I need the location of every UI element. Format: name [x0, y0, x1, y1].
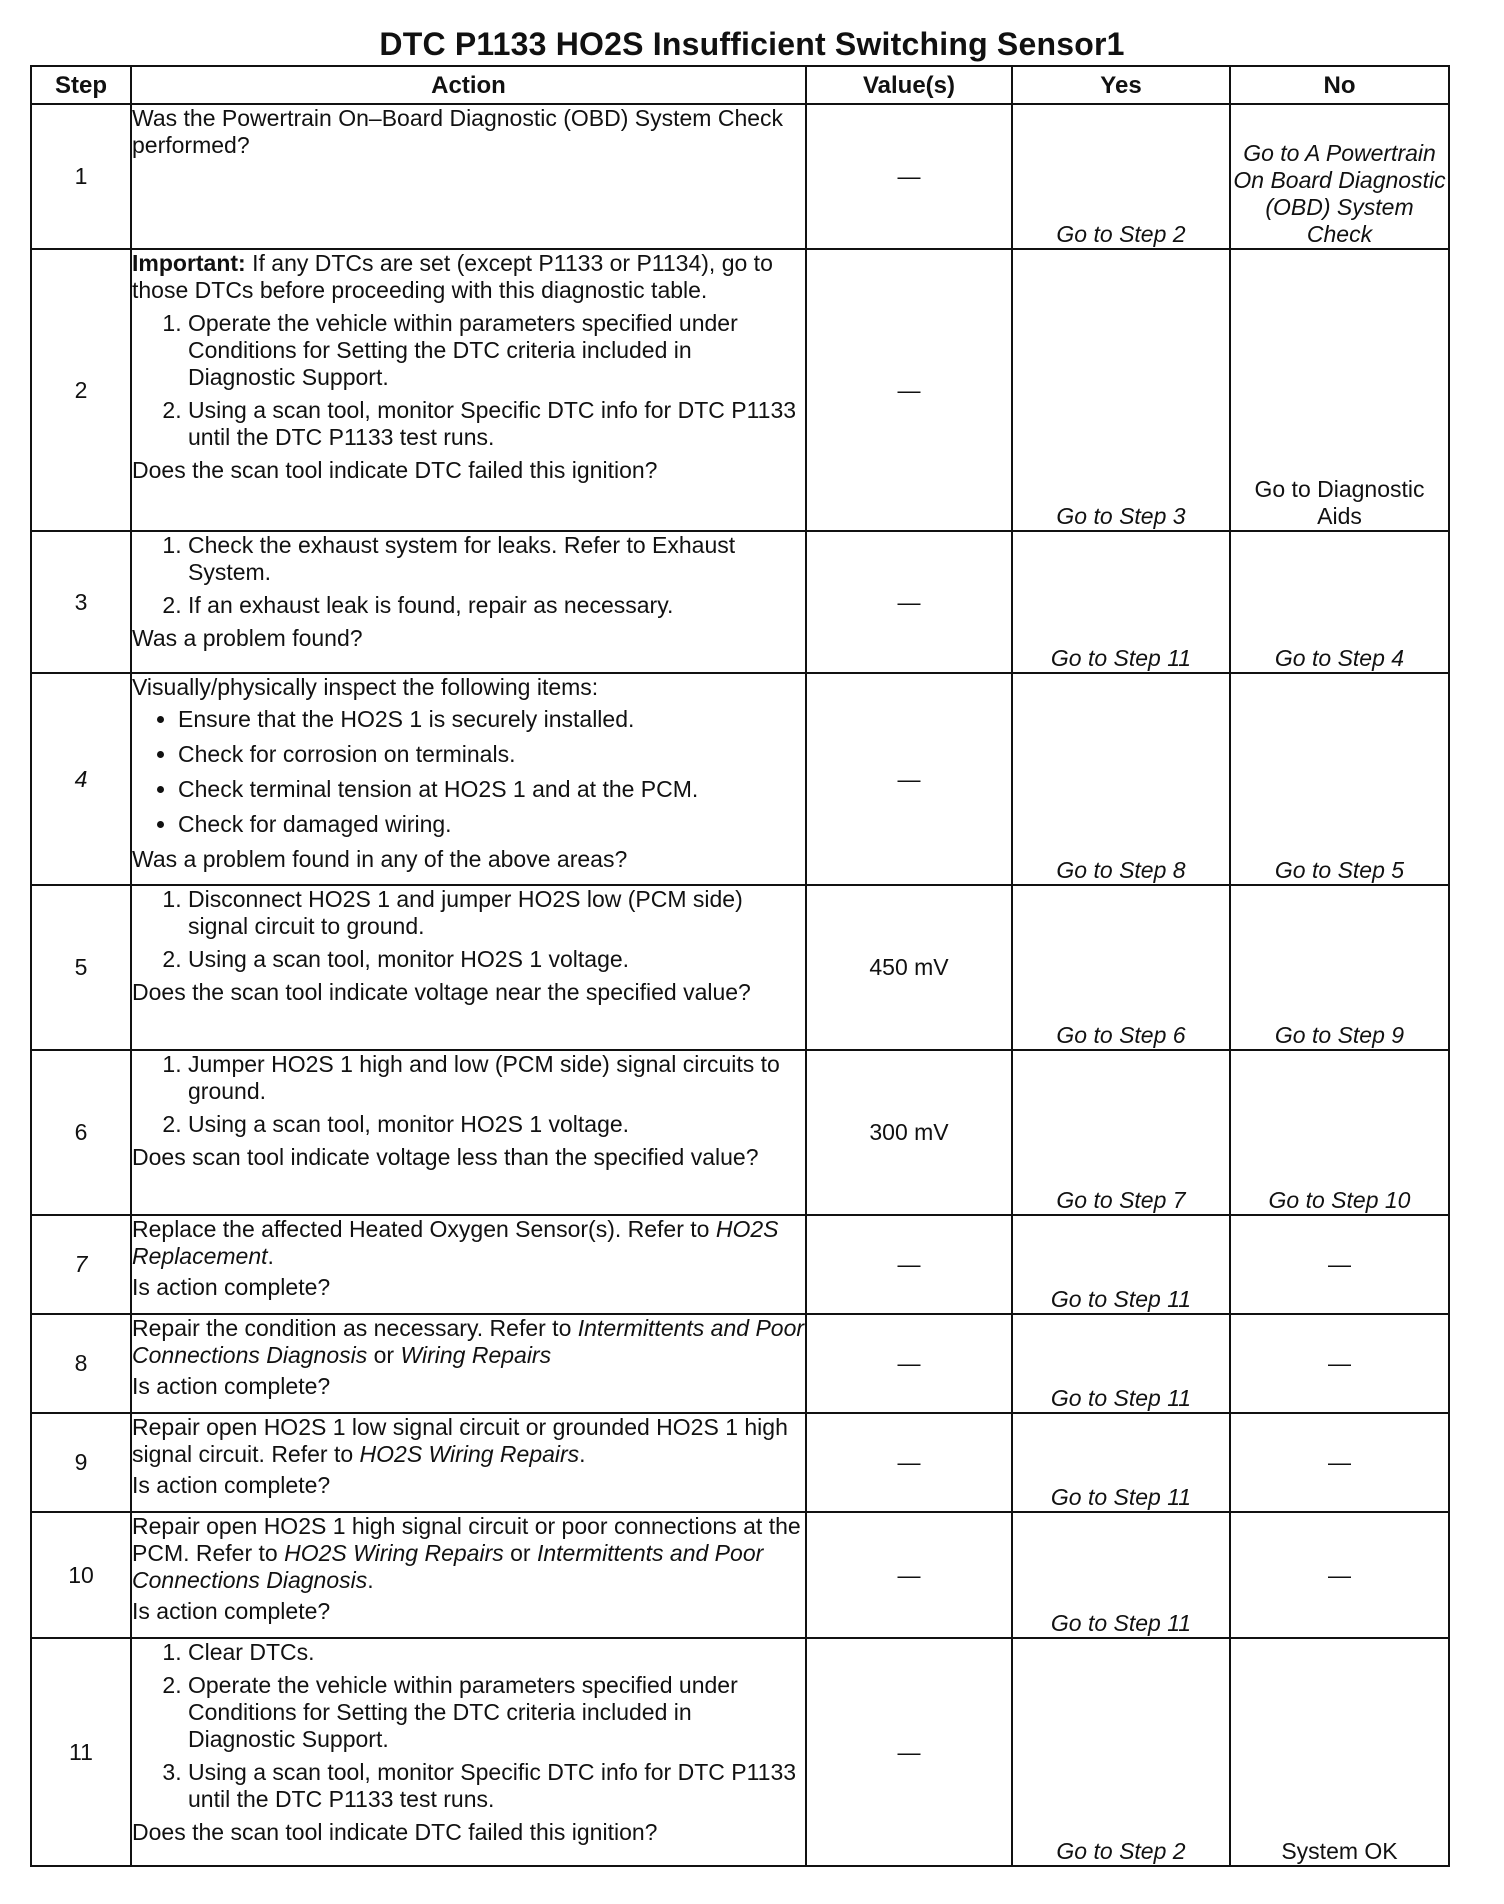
list-item: 2. If an exhaust leak is found, repair as necessary. — [188, 592, 805, 619]
list-item: 2. Operate the vehicle within parameters specified under Conditions for Setting the DTC criteria included in Diagnostic Support. — [188, 1672, 805, 1753]
action-question: Was the Powertrain On–Board Diagnostic (OBD) System Check performed? — [132, 105, 784, 158]
header-value: Value(s) — [806, 66, 1012, 104]
text-part: . — [267, 1243, 274, 1269]
text-part: or — [503, 1540, 537, 1566]
action-text — [132, 1315, 805, 1369]
no-cell: Go to Step 10 — [1230, 1050, 1449, 1215]
yes-cell: Go to Step 11 — [1012, 1512, 1230, 1638]
action-question: Was a problem found in any of the above areas? — [132, 846, 628, 872]
no-cell: Go to Step 5 — [1230, 673, 1449, 885]
action-cell — [131, 249, 806, 531]
step-number: 10 — [31, 1512, 131, 1638]
step-number: 8 — [31, 1314, 131, 1413]
table-header-row — [31, 66, 1449, 104]
list-item: 1. Disconnect HO2S 1 and jumper HO2S low (PCM side) signal circuit to ground. — [188, 886, 805, 940]
value-cell: — — [806, 673, 1012, 885]
action-question: Was a problem found? — [132, 625, 363, 651]
yes-cell: Go to Step 11 — [1012, 1314, 1230, 1413]
inspection-list — [132, 706, 805, 838]
table-row-step-3 — [31, 531, 1449, 673]
step-number: 5 — [31, 885, 131, 1050]
no-cell: — — [1230, 1512, 1449, 1638]
list-item: 1. Clear DTCs. — [188, 1639, 805, 1666]
step-number: 2 — [31, 249, 131, 531]
list-item: 1. Check the exhaust system for leaks. Refer to Exhaust System. — [188, 532, 805, 586]
important-label: Important: — [132, 250, 246, 276]
action-cell — [131, 1314, 806, 1413]
table-row-step-9 — [31, 1413, 1449, 1512]
list-item: • Check for damaged wiring. — [178, 811, 805, 838]
step-number: 9 — [31, 1413, 131, 1512]
no-cell: Go to Step 9 — [1230, 885, 1449, 1050]
reference-link: HO2S Wiring Repairs — [359, 1441, 580, 1467]
value-cell: — — [806, 249, 1012, 531]
table-row-step-2 — [31, 249, 1449, 531]
important-text: If any DTCs are set (except P1133 or P1134), go to those DTCs before proceeding with this diagnostic table. — [132, 250, 773, 303]
table-row-step-5 — [31, 885, 1449, 1050]
action-cell — [131, 885, 806, 1050]
text-part: . — [579, 1441, 586, 1467]
yes-cell: Go to Step 11 — [1012, 1413, 1230, 1512]
value-cell: — — [806, 1413, 1012, 1512]
list-item: • Ensure that the HO2S 1 is securely installed. — [178, 706, 805, 733]
action-cell — [131, 1638, 806, 1866]
value-cell: — — [806, 1215, 1012, 1314]
header-yes: Yes — [1012, 66, 1230, 104]
list-item: • Check terminal tension at HO2S 1 and at the PCM. — [178, 776, 805, 803]
yes-cell: Go to Step 2 — [1012, 1638, 1230, 1866]
action-steps — [132, 532, 805, 619]
yes-cell: Go to Step 3 — [1012, 249, 1230, 531]
action-steps — [132, 1639, 805, 1813]
yes-cell: Go to Step 7 — [1012, 1050, 1230, 1215]
step-number: 1 — [31, 104, 131, 249]
action-steps — [132, 310, 805, 451]
action-cell — [131, 1215, 806, 1314]
list-item: 2. Using a scan tool, monitor HO2S 1 voltage. — [188, 946, 805, 973]
action-cell — [131, 673, 806, 885]
table-row-step-8 — [31, 1314, 1449, 1413]
no-cell — [1230, 104, 1449, 249]
action-question: Does the scan tool indicate voltage near the specified value? — [132, 979, 751, 1005]
value-cell: — — [806, 531, 1012, 673]
step-number: 7 — [31, 1215, 131, 1314]
reference-link: HO2S Replacement — [132, 1216, 779, 1269]
yes-cell: Go to Step 11 — [1012, 1215, 1230, 1314]
header-no: No — [1230, 66, 1449, 104]
value-cell: — — [806, 1638, 1012, 1866]
value-cell: — — [806, 1512, 1012, 1638]
action-question: Is action complete? — [132, 1598, 331, 1624]
action-question: Does the scan tool indicate DTC failed this ignition? — [132, 457, 658, 483]
list-item: 3. Using a scan tool, monitor Specific DTC info for DTC P1133 until the DTC P1133 test runs. — [188, 1759, 805, 1813]
important-note — [132, 250, 805, 304]
action-question: Is action complete? — [132, 1472, 331, 1498]
diagnostic-table — [30, 65, 1450, 1867]
text-part: Replace the affected Heated Oxygen Sensor(s). Refer to — [132, 1216, 716, 1242]
action-cell — [131, 531, 806, 673]
text-part: or — [367, 1342, 401, 1368]
list-item: 1. Operate the vehicle within parameters specified under Conditions for Setting the DTC criteria included in Diagnostic Support. — [188, 310, 805, 391]
value-cell: — — [806, 1314, 1012, 1413]
reference-link: HO2S Wiring Repairs — [284, 1540, 504, 1566]
no-cell: — — [1230, 1215, 1449, 1314]
table-row-step-10 — [31, 1512, 1449, 1638]
action-cell — [131, 1413, 806, 1512]
action-cell — [131, 1512, 806, 1638]
text-part: Repair open HO2S 1 high signal circuit or poor connections at the PCM. Refer to — [132, 1513, 801, 1566]
header-step: Step — [31, 66, 131, 104]
yes-cell: Go to Step 2 — [1012, 104, 1230, 249]
list-item: 2. Using a scan tool, monitor Specific DTC info for DTC P1133 until the DTC P1133 test runs. — [188, 397, 805, 451]
no-link: A Powertrain On Board Diagnostic (OBD) System Check — [1233, 140, 1446, 247]
table-row-step-7 — [31, 1215, 1449, 1314]
reference-link: Wiring Repairs — [400, 1342, 552, 1368]
action-steps — [132, 886, 805, 973]
list-item: 1. Jumper HO2S 1 high and low (PCM side) signal circuits to ground. — [188, 1051, 805, 1105]
table-row-step-11 — [31, 1638, 1449, 1866]
reference-link: Intermittents and Poor Connections Diagnosis — [132, 1315, 805, 1368]
action-text — [132, 1414, 805, 1468]
action-text — [132, 1513, 805, 1594]
value-cell: 450 mV — [806, 885, 1012, 1050]
value-cell: — — [806, 104, 1012, 249]
action-intro: Visually/physically inspect the following items: — [132, 674, 599, 700]
no-cell: Go to Step 4 — [1230, 531, 1449, 673]
step-number: 6 — [31, 1050, 131, 1215]
action-question: Is action complete? — [132, 1373, 331, 1399]
text-part: Repair the condition as necessary. Refer to — [132, 1315, 578, 1341]
step-number: 11 — [31, 1638, 131, 1866]
action-text — [132, 1216, 805, 1270]
table-row-step-4 — [31, 673, 1449, 885]
step-number: 4 — [31, 673, 131, 885]
yes-cell: Go to Step 11 — [1012, 531, 1230, 673]
reference-link: Intermittents and Poor Connections Diagnosis — [132, 1540, 764, 1593]
no-cell: Go to Diagnostic Aids — [1230, 249, 1449, 531]
action-question: Is action complete? — [132, 1274, 331, 1300]
action-steps — [132, 1051, 805, 1138]
table-row-step-1 — [31, 104, 1449, 249]
table-row-step-6 — [31, 1050, 1449, 1215]
yes-cell: Go to Step 6 — [1012, 885, 1230, 1050]
no-cell: — — [1230, 1413, 1449, 1512]
no-cell: System OK — [1230, 1638, 1449, 1866]
action-cell — [131, 1050, 806, 1215]
text-part: . — [367, 1567, 374, 1593]
list-item: 2. Using a scan tool, monitor HO2S 1 voltage. — [188, 1111, 805, 1138]
text-part: Repair open HO2S 1 low signal circuit or grounded HO2S 1 high signal circuit. Refer to — [132, 1414, 788, 1467]
no-cell: — — [1230, 1314, 1449, 1413]
value-cell: 300 mV — [806, 1050, 1012, 1215]
yes-cell: Go to Step 8 — [1012, 673, 1230, 885]
action-cell — [131, 104, 806, 249]
list-item: • Check for corrosion on terminals. — [178, 741, 805, 768]
action-question: Does scan tool indicate voltage less than the specified value? — [132, 1144, 759, 1170]
page-title: DTC P1133 HO2S Insufficient Switching Sensor1 — [379, 26, 1125, 62]
header-action: Action — [131, 66, 806, 104]
no-prefix: Go to — [1243, 140, 1305, 166]
action-question: Does the scan tool indicate DTC failed this ignition? — [132, 1819, 658, 1845]
step-number: 3 — [31, 531, 131, 673]
